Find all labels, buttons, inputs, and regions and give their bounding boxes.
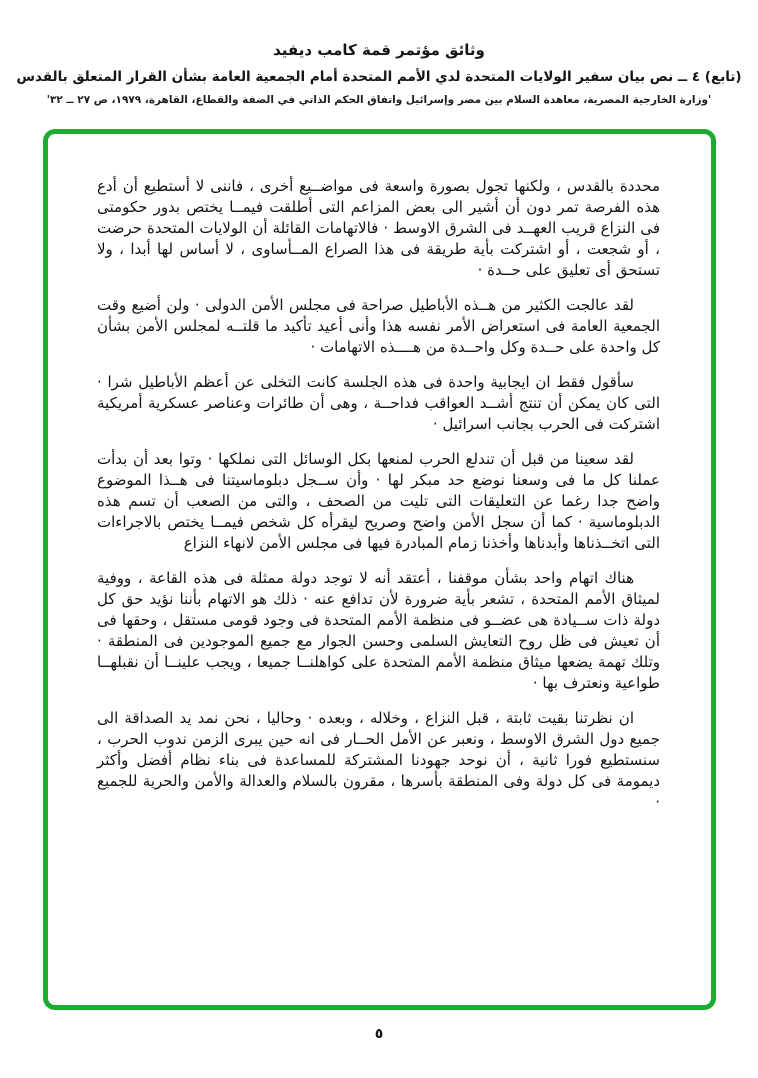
paragraph: لقد سعينا من قبل أن تندلع الحرب لمنعها بكل الوسائل التى نملكها · وتوا بعد أن بدأت عملنا كل ما فى وسعنا نوضع حد مبكر لها · وأن ســجل دبلوماسيتنا فى هــذا الموضوع واضح جدا رغما عن التعليقات التى تليت من الصحف ، والتى من الصعب أن تسم هذه الدبلوماسية · كما أن سجل الأمن واضح وصريح ليقرأه كل شخص فيمــا يختص بالاجراءات التى اتخــذناها وأبدناها وأخذنا زمام المبادرة فيها فى مجلس الأمن لانهاء النزاع bbox=[97, 450, 660, 552]
document-subtitle: (تابع) ٤ ــ نص بيان سفير الولايات المتحدة لدي الأمم المتحدة أمام الجمعية العامة بشأن القرار المتعلق بالقدس bbox=[16, 69, 742, 85]
document-body bbox=[97, 176, 660, 827]
paragraph: سأقول فقط ان ايجابية واحدة فى هذه الجلسة كانت التخلى عن أعظم الأباطيل شرا · التى كان يمكن أن تنتج أشــد العواقب فداحــة ، وهى أن طائرات وعناصر عسكرية أمريكية اشتركت فى الحرب بجانب اسرائيل · bbox=[97, 373, 660, 433]
paragraph: لقد عالجت الكثير من هــذه الأباطيل صراحة فى مجلس الأمن الدولى · ولن أضيع وقت الجمعية العامة فى استعراض الأمر نفسه هذا وأنى أعيد تأكيد ما قلتــه لمجلس الأمن بشأن كل واحدة على حــدة وكل واحــدة من هــــذه الاتهامات · bbox=[97, 296, 660, 356]
paragraph: ان نظرتنا بقيت ثابتة ، قبل النزاع ، وخلاله ، وبعده · وحاليا ، نحن نمد يد الصداقة الى جميع دول الشرق الاوسط ، ونعبر عن الأمل الحــار فى انه حين يبرى الزمن ندوب الحرب ، سنستطيع فورا ثانية ، أن نوحد جهودنا المشتركة للمساعدة فى بناء نظام أفضل وأكثر ديمومة فى كل دولة وفى المنطقة بأسرها ، مقرون بالسلام والعدالة والأمن والحرية للجميع · bbox=[97, 709, 660, 811]
document-header bbox=[0, 40, 758, 108]
paragraph: هناك اتهام واحد بشأن موقفنا ، أعتقد أنه لا توجد دولة ممثلة فى هذه القاعة ، ووفية لميثاق الأمم المتحدة ، تشعر بأية ضرورة لأن تدافع عنه · ذلك هو الاتهام بأننا نؤيد حق كل دولة ذات ســيادة هى عضــو فى منظمة الأمم المتحدة فى وجود قومى مستقل ، وحقها فى أن تعيش فى ظل روح التعايش السلمى وحسن الجوار مع جميع الموجودين فى المنطقة · وتلك تهمة يضعها ميثاق منظمة الأمم المتحدة على كواهلنــا جميعا ، ويجب علينــا أن نقبلهــا طواعية ونعترف بها · bbox=[97, 569, 660, 692]
page-title: وثائق مؤتمر قمة كامب ديفيد bbox=[273, 41, 485, 59]
paragraph: محددة بالقدس ، ولكنها تجول بصورة واسعة فى مواضــيع أخرى ، فاننى لا أستطيع أن أدع هذه الفرصة تمر دون أن أشير الى بعض المزاعم التى أطلقت فيمــا يختص بدور حكومتى فى النزاع قريب العهــد فى الشرق الاوسط · فالاتهامات القائلة أن الولايات المتحدة حرضت ، أو شجعت ، أو اشتركت بأية طريقة فى هذا الصراع المــأساوى ، لا أساس لها أبدا ، ولا تستحق أى تعليق على حــدة · bbox=[97, 177, 660, 279]
source-citation: 'وزارة الخارجية المصرية، معاهدة السلام بين مصر وإسرائيل واتفاق الحكم الذاتي في الضفة والقطاع، القاهرة، ١٩٧٩، ص ٢٧ ــ ٣٢' bbox=[46, 94, 712, 106]
page-number: ٥ bbox=[374, 1026, 384, 1042]
